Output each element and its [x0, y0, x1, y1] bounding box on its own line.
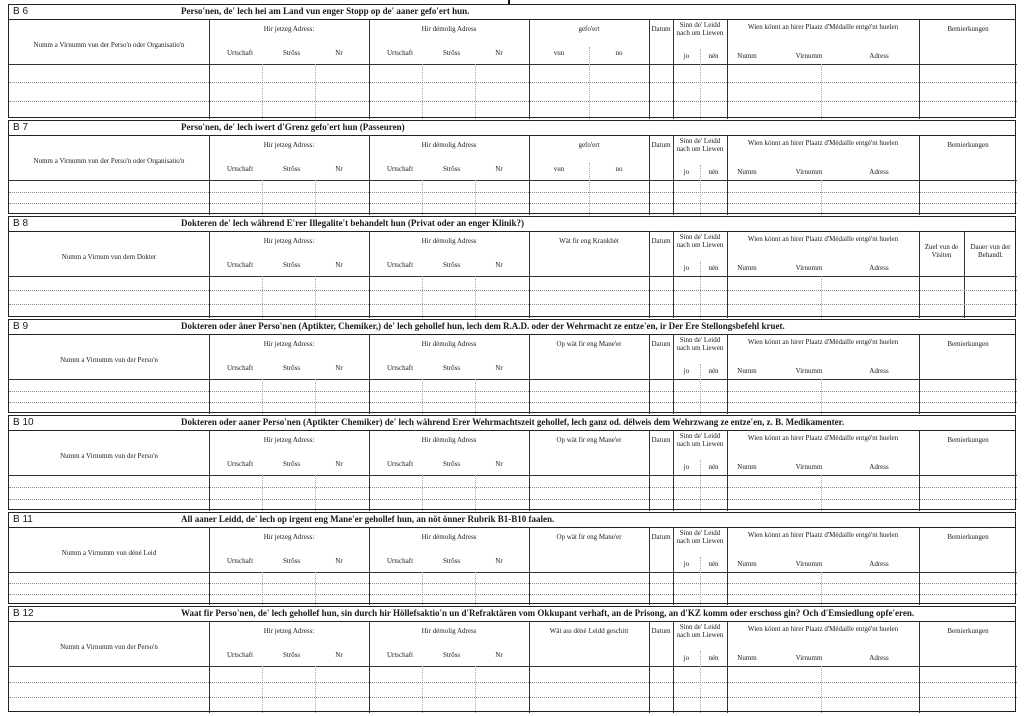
- section-header: [9, 607, 1015, 622]
- subcolumn-divider: [315, 572, 316, 605]
- name-header: Numm: [737, 264, 757, 272]
- city-header: Urtschaft: [226, 651, 254, 659]
- former-address-header: Hir démolig Adress: [421, 627, 477, 635]
- entry-row-line: [9, 594, 1017, 595]
- number-header: Nr: [495, 261, 503, 269]
- header-divider: [9, 475, 1017, 476]
- remarks-header: Bemierkungen: [947, 340, 989, 348]
- entry-row-line: [9, 290, 1017, 291]
- address-header: Adress: [869, 367, 889, 375]
- first-column-header: Numm a Virnumm vun der Perso'n oder Organisatio'n: [33, 157, 185, 165]
- former-address-header: Hir démolig Adress: [421, 533, 477, 541]
- subcolumn-divider: [262, 475, 263, 511]
- remarks-header: Bemierkungen: [947, 25, 989, 33]
- yes-header: jo: [683, 463, 690, 471]
- subcolumn-divider: [700, 460, 701, 511]
- date-header: Datum: [651, 237, 671, 245]
- number-header: Nr: [495, 460, 503, 468]
- number-header: Nr: [335, 557, 343, 565]
- date-header: Datum: [651, 25, 671, 33]
- firstname-header: Virnumm: [795, 52, 823, 60]
- section-header: [9, 416, 1015, 431]
- no-header: nén: [708, 463, 719, 471]
- col4-header: Op wät fir eng Mane'er: [556, 340, 622, 348]
- to-header: no: [615, 165, 623, 173]
- number-header: Nr: [495, 165, 503, 173]
- from-header: vun: [553, 49, 565, 57]
- column-divider: [649, 19, 650, 119]
- name-header: Numm: [737, 168, 757, 176]
- city-header: Urtschaft: [226, 460, 254, 468]
- first-column-header: Numm a Virnum vun dem Dokter: [61, 253, 157, 261]
- entry-row-line: [9, 391, 1017, 392]
- yes-header: jo: [683, 264, 690, 272]
- city-header: Urtschaft: [386, 49, 414, 57]
- address-header: Adress: [869, 52, 889, 60]
- header-divider: [9, 180, 1017, 181]
- section-code: B 9: [13, 321, 29, 332]
- section-title: Dokteren oder aaner Perso'nen (Aptikter Chemiker) de' lech während Erer Wehrmachtszeit gehollef, lech ganz od. dëlweis dem Wehrzwang ze entze'en, z. B. Medikamenter.: [181, 417, 845, 427]
- yes-header: jo: [683, 52, 690, 60]
- city-header: Urtschaft: [226, 165, 254, 173]
- street-header: Strōss: [442, 651, 461, 659]
- city-header: Urtschaft: [226, 557, 254, 565]
- city-header: Urtschaft: [386, 557, 414, 565]
- medal-recipient-header: Wien könnt an hirer Plaatz d'Médaille entgé'nt huelen: [747, 139, 899, 147]
- column-divider: [919, 19, 920, 119]
- entry-row-line: [9, 697, 1017, 698]
- former-address-header: Hir démolig Adress: [421, 340, 477, 348]
- header-divider: [9, 379, 1017, 380]
- date-header: Datum: [651, 627, 671, 635]
- entry-row-line: [9, 192, 1017, 193]
- entry-row-line: [9, 487, 1017, 488]
- number-header: Nr: [335, 261, 343, 269]
- subcolumn-divider: [821, 64, 822, 119]
- street-header: Strōss: [442, 364, 461, 372]
- subcolumn-divider: [475, 276, 476, 318]
- section-header: [9, 513, 1015, 528]
- number-header: Nr: [335, 651, 343, 659]
- former-address-header: Hir démolig Adress: [421, 436, 477, 444]
- city-header: Urtschaft: [226, 49, 254, 57]
- col4-header: Wät ass déné Leidd geschitt: [549, 627, 629, 635]
- date-header: Datum: [651, 436, 671, 444]
- section-title: Perso'nen, de' lech iwert d'Grenz gefo'ert hun (Passeuren): [181, 122, 405, 132]
- subcolumn-divider: [315, 180, 316, 215]
- section-b9: [8, 319, 1016, 413]
- yes-header: jo: [683, 367, 690, 375]
- subcolumn-divider: [475, 379, 476, 414]
- street-header: Strōss: [442, 261, 461, 269]
- life-risk-header: Sinn de' Leidd nach um Liewen: [676, 336, 724, 352]
- number-header: Nr: [335, 460, 343, 468]
- entry-row-line: [9, 499, 1017, 500]
- city-header: Urtschaft: [386, 261, 414, 269]
- first-column-header: Numm a Virnumm vun der Perso'n oder Organisatio'n: [33, 41, 185, 49]
- subcolumn-divider: [315, 379, 316, 414]
- subcolumn-divider: [475, 475, 476, 511]
- street-header: Strōss: [282, 651, 301, 659]
- yes-header: jo: [683, 654, 690, 662]
- subcolumn-divider: [422, 180, 423, 215]
- subcolumn-divider: [422, 276, 423, 318]
- section-code: B 12: [13, 608, 34, 619]
- medal-recipient-header: Wien könnt an hirer Plaatz d'Médaille entgé'nt huelen: [747, 235, 899, 243]
- firstname-header: Virnumm: [795, 264, 823, 272]
- subcolumn-divider: [262, 180, 263, 215]
- subcolumn-divider: [422, 666, 423, 713]
- firstname-header: Virnumm: [795, 168, 823, 176]
- name-header: Numm: [737, 463, 757, 471]
- number-header: Nr: [335, 364, 343, 372]
- current-address-header: Hir jetzeg Adress:: [263, 237, 315, 245]
- to-header: no: [615, 49, 623, 57]
- subcolumn-divider: [422, 64, 423, 119]
- no-header: nén: [708, 52, 719, 60]
- subcolumn-divider: [315, 64, 316, 119]
- subcolumn-divider: [821, 180, 822, 215]
- subcolumn-divider: [700, 49, 701, 119]
- street-header: Strōss: [282, 557, 301, 565]
- name-header: Numm: [737, 367, 757, 375]
- subcolumn-divider: [262, 666, 263, 713]
- former-address-header: Hir démolig Adress: [421, 141, 477, 149]
- life-risk-header: Sinn de' Leidd nach um Liewen: [676, 137, 724, 153]
- firstname-header: Virnumm: [795, 654, 823, 662]
- subcolumn-divider: [700, 364, 701, 414]
- subcolumn-divider: [422, 572, 423, 605]
- street-header: Strōss: [282, 460, 301, 468]
- section-code: B 7: [13, 122, 29, 133]
- subcolumn-divider: [821, 666, 822, 713]
- subcolumn-divider: [315, 666, 316, 713]
- column-divider: [727, 621, 728, 713]
- section-code: B 11: [13, 514, 33, 525]
- section-title: Dokteren oder äner Perso'nen (Aptikter, Chemiker,) de' lech gehollef hun, lech dem R.A.D. oder der Wehrmacht ze entze'en, ir Der Ere Stellongsbefehl kruet.: [181, 321, 785, 331]
- subcolumn-divider: [589, 163, 590, 215]
- city-header: Urtschaft: [386, 460, 414, 468]
- subcolumn-divider: [422, 379, 423, 414]
- number-header: Nr: [335, 49, 343, 57]
- header-divider: [9, 276, 1017, 277]
- section-title: All aaner Leidd, de' lech op irgent eng Mane'er gehollef hun, an nöt önner Rubrik B1-B10 faalen.: [181, 514, 555, 524]
- header-divider: [9, 64, 1017, 65]
- section-b8: [8, 216, 1016, 317]
- subcolumn-divider: [262, 276, 263, 318]
- medal-recipient-header: Wien könnt an hirer Plaatz d'Médaille entgé'nt huelen: [747, 625, 899, 633]
- city-header: Urtschaft: [386, 651, 414, 659]
- number-header: Nr: [335, 165, 343, 173]
- current-address-header: Hir jetzeg Adress:: [263, 141, 315, 149]
- transported-header: gefo'ert: [578, 141, 600, 149]
- section-code: B 8: [13, 218, 29, 229]
- address-header: Adress: [869, 168, 889, 176]
- subcolumn-divider: [821, 475, 822, 511]
- subcolumn-divider: [821, 572, 822, 605]
- subcolumn-divider: [821, 379, 822, 414]
- no-header: nén: [708, 264, 719, 272]
- col4-header: Op wät fir eng Mane'er: [556, 533, 622, 541]
- yes-header: jo: [683, 560, 690, 568]
- street-header: Strōss: [282, 364, 301, 372]
- street-header: Strōss: [442, 49, 461, 57]
- entry-row-line: [9, 583, 1017, 584]
- no-header: nén: [708, 654, 719, 662]
- street-header: Strōss: [282, 165, 301, 173]
- subcolumn-divider: [821, 276, 822, 318]
- subcolumn-divider: [262, 379, 263, 414]
- section-b7: [8, 120, 1016, 214]
- entry-row-line: [9, 682, 1017, 683]
- number-header: Nr: [495, 651, 503, 659]
- city-header: Urtschaft: [226, 261, 254, 269]
- date-header: Datum: [651, 533, 671, 541]
- name-header: Numm: [737, 654, 757, 662]
- remarks-header: Bemierkungen: [947, 436, 989, 444]
- firstname-header: Virnumm: [795, 367, 823, 375]
- duration-header: Dauer vun der Behandl.: [970, 243, 1011, 259]
- date-header: Datum: [651, 141, 671, 149]
- current-address-header: Hir jetzeg Adress:: [263, 436, 315, 444]
- from-header: vun: [553, 165, 565, 173]
- address-header: Adress: [869, 560, 889, 568]
- header-divider: [9, 572, 1017, 573]
- remarks-header: Bemierkungen: [947, 627, 989, 635]
- yes-header: jo: [683, 168, 690, 176]
- former-address-header: Hir démolig Adress: [421, 237, 477, 245]
- section-b6: [8, 4, 1016, 118]
- section-b10: [8, 415, 1016, 510]
- no-header: nén: [708, 168, 719, 176]
- subcolumn-divider: [262, 64, 263, 119]
- section-title: Dokteren de' lech während E'rer Illegalite't behandelt hun (Privat oder an enger Klinik?): [181, 218, 525, 228]
- number-header: Nr: [495, 557, 503, 565]
- life-risk-header: Sinn de' Leidd nach um Liewen: [676, 623, 724, 639]
- firstname-header: Virnumm: [795, 463, 823, 471]
- address-header: Adress: [869, 463, 889, 471]
- entry-row-line: [9, 203, 1017, 204]
- first-column-header: Numm a Virnumm vun der Perso'n: [60, 452, 158, 460]
- no-header: nén: [708, 367, 719, 375]
- header-divider: [9, 666, 1017, 667]
- name-header: Numm: [737, 52, 757, 60]
- section-title: Waat fir Perso'nen, de' lech gehollef hun, sin durch hir Höllefsaktio'n un d'Refraktären vom Okkupant verhaft, an de Prisong, an d'KZ komm oder erschoss gin? Och d'Emsiedlung opfe'eren.: [181, 608, 915, 618]
- section-title: Perso'nen, de' lech hei am Land vun enger Stopp op de' aaner gefo'ert hun.: [181, 6, 470, 16]
- street-header: Strōss: [282, 49, 301, 57]
- current-address-header: Hir jetzeg Adress:: [263, 25, 315, 33]
- city-header: Urtschaft: [386, 364, 414, 372]
- life-risk-header: Sinn de' Leidd nach um Liewen: [676, 233, 724, 249]
- firstname-header: Virnumm: [795, 560, 823, 568]
- visits-header: Zuel vun de Visiten: [924, 243, 959, 259]
- date-header: Datum: [651, 340, 671, 348]
- current-address-header: Hir jetzeg Adress:: [263, 627, 315, 635]
- number-header: Nr: [495, 49, 503, 57]
- city-header: Urtschaft: [226, 364, 254, 372]
- col4-header: Wät fir eng Krankhét: [559, 237, 619, 245]
- medal-recipient-header: Wien könnt an hirer Plaatz d'Médaille entgé'nt huelen: [747, 338, 899, 346]
- column-divider: [727, 19, 728, 119]
- no-header: nén: [708, 560, 719, 568]
- section-header: [9, 320, 1015, 335]
- address-header: Adress: [869, 654, 889, 662]
- life-risk-header: Sinn de' Leidd nach um Liewen: [676, 21, 724, 37]
- medal-recipient-header: Wien könnt an hirer Plaatz d'Médaille entgé'nt huelen: [747, 23, 899, 31]
- entry-row-line: [9, 101, 1017, 102]
- subcolumn-divider: [315, 475, 316, 511]
- subcolumn-divider: [315, 276, 316, 318]
- street-header: Strōss: [442, 165, 461, 173]
- first-column-header: Numm a Virnumm vun déné Leid: [61, 549, 157, 557]
- first-column-header: Numm a Virnumm vun der Perso'n: [60, 356, 158, 364]
- subcolumn-divider: [262, 572, 263, 605]
- medal-recipient-header: Wien könnt an hirer Plaatz d'Médaille entgé'nt huelen: [747, 434, 899, 442]
- city-header: Urtschaft: [386, 165, 414, 173]
- subcolumn-divider: [422, 475, 423, 511]
- street-header: Strōss: [442, 557, 461, 565]
- entry-row-line: [9, 82, 1017, 83]
- address-header: Adress: [869, 264, 889, 272]
- remarks-header: Bemierkungen: [947, 141, 989, 149]
- number-header: Nr: [495, 364, 503, 372]
- column-divider: [369, 19, 370, 119]
- section-code: B 6: [13, 6, 29, 17]
- section-header: [9, 121, 1015, 136]
- subcolumn-divider: [700, 557, 701, 605]
- column-divider: [529, 621, 530, 713]
- medal-recipient-header: Wien könnt an hirer Plaatz d'Médaille entgé'nt huelen: [747, 531, 899, 539]
- entry-row-line: [9, 304, 1017, 305]
- column-divider: [529, 19, 530, 119]
- subcolumn-divider: [475, 572, 476, 605]
- section-header: [9, 217, 1015, 232]
- column-divider: [209, 19, 210, 119]
- remarks-header: Bemierkungen: [947, 533, 989, 541]
- section-code: B 10: [13, 417, 34, 428]
- subcolumn-divider: [475, 180, 476, 215]
- current-address-header: Hir jetzeg Adress:: [263, 533, 315, 541]
- section-b11: [8, 512, 1016, 604]
- former-address-header: Hir démolig Adress: [421, 25, 477, 33]
- subcolumn-divider: [475, 666, 476, 713]
- street-header: Strōss: [442, 460, 461, 468]
- subcolumn-divider: [475, 64, 476, 119]
- col4-header: Op wät fir eng Mane'er: [556, 436, 622, 444]
- subcolumn-divider: [700, 165, 701, 215]
- life-risk-header: Sinn de' Leidd nach um Liewen: [676, 529, 724, 545]
- entry-row-line: [9, 402, 1017, 403]
- first-column-header: Numm a Virnumm vun der Perso'n: [60, 643, 158, 651]
- transported-header: gefo'ert: [578, 25, 600, 33]
- street-header: Strōss: [282, 261, 301, 269]
- section-header: [9, 5, 1015, 20]
- life-risk-header: Sinn de' Leidd nach um Liewen: [676, 432, 724, 448]
- name-header: Numm: [737, 560, 757, 568]
- current-address-header: Hir jetzeg Adress:: [263, 340, 315, 348]
- section-b12: [8, 606, 1016, 712]
